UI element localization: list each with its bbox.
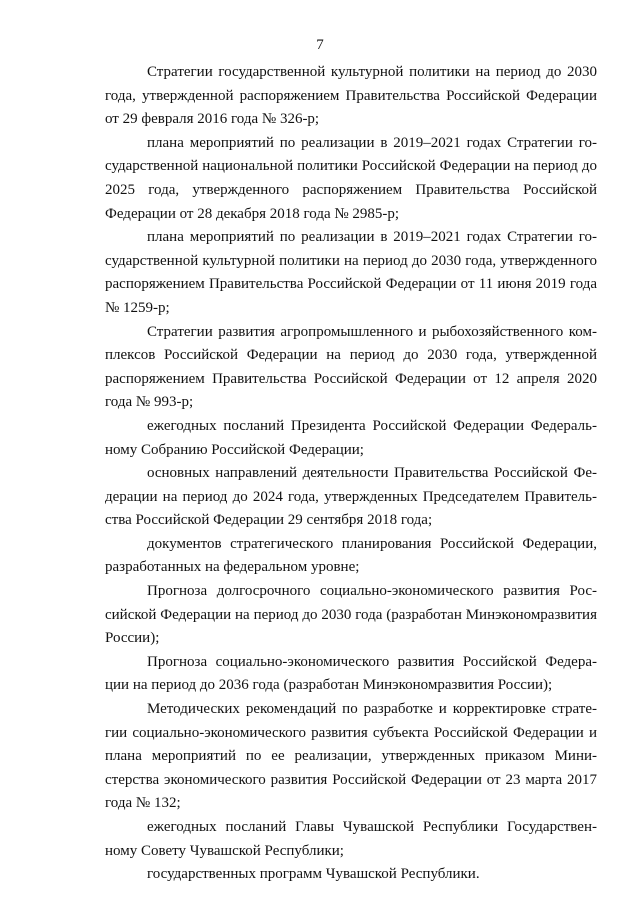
list-item: ежегодных посланий Президента Российской Федерации Федеральному Собранию Российской Федерации; [105,417,597,458]
list-item: Стратегии государственной культурной политики на период до 2030 года, утвержденной распоряжением Правительства Российской Федерации от 29 февраля 2016 года № 326-р; [105,64,597,128]
list-item: плана мероприятий по реализации в 2019–2021 годах Стратегии государственной культурной политики на период до 2030 года, утвержденного распоряжением Правительства Российской Федерации от 11 июня 2019 года № 1259-р; [105,229,597,316]
list-item: Стратегии развития агропромышленного и рыбохозяйственного комплексов Российской Федерации на период до 2030 года, утвержденной распоряжением Правительства Российской Федерации от 12 апреля 2020 года № 993-р; [105,323,597,411]
list-item: плана мероприятий по реализации в 2019–2021 годах Стратегии государственной национальной политики Российской Федерации на период до 2025 года, утвержденного распоряжением Правительства Российской Федерации от 28 декабря 2018 года № 2985-р; [105,134,597,222]
list-item: Методических рекомендаций по разработке и корректировке стратегии социально-экономического развития субъекта Российской Федерации и плана мероприятий по ее реализации, утвержденных приказом Министерства экономического развития Российской Федерации от 23 марта 2017 года № 132; [105,701,597,812]
list-item: государственных программ Чувашской Республики. [147,866,480,883]
list-item: документов стратегического планирования Российской Федерации, разработанных на федеральном уровне; [105,535,597,576]
list-item: Прогноза долгосрочного социально-экономического развития Российской Федерации на период до 2030 года (разработан Минэкономразвития России); [105,583,597,647]
list-item: ежегодных посланий Главы Чувашской Республики Государственному Совету Чувашской Республики; [105,819,597,859]
list-item: основных направлений деятельности Правительства Российской Федерации на период до 2024 года, утвержденных Председателем Правительства Российской Федерации 29 сентября 2018 года; [105,465,597,529]
page-number: 7 [316,37,324,53]
document-body [105,61,597,887]
list-item: Прогноза социально-экономического развития Российской Федерации на период до 2036 года (разработан Минэкономразвития России); [105,653,597,694]
